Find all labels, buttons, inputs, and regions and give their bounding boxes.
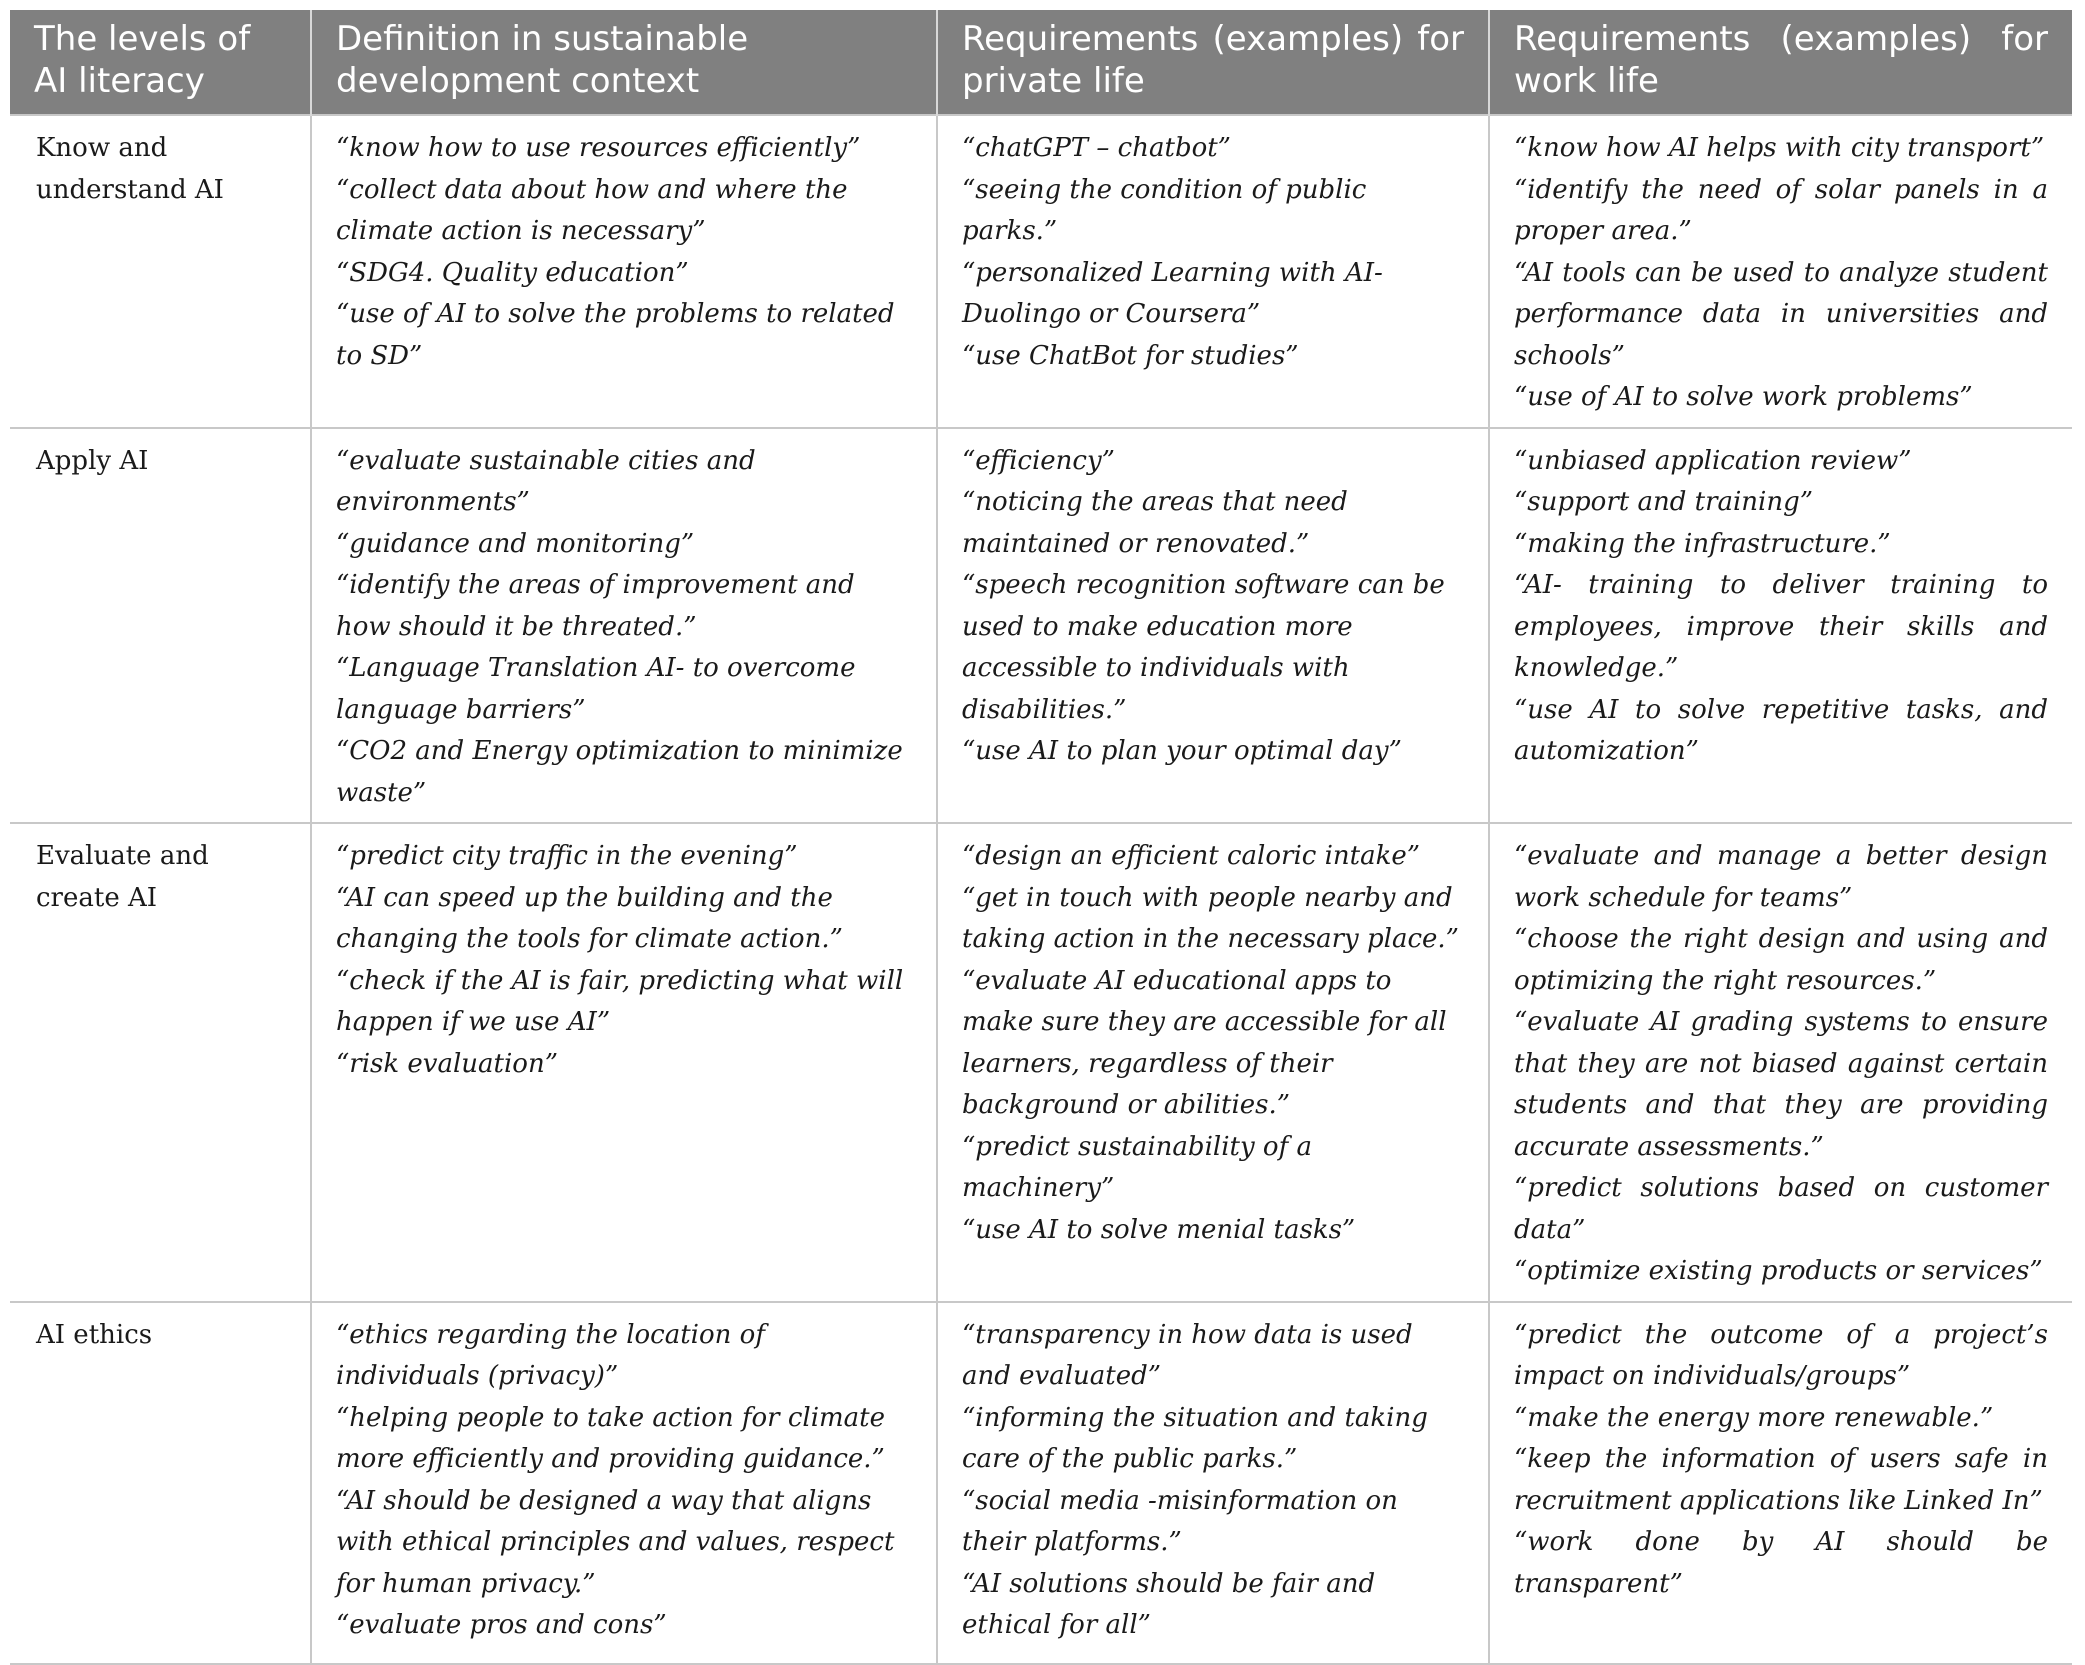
quote: “AI- training to deliver training to employees, improve their skills and knowledge.” (1514, 570, 2048, 683)
private-life-cell (937, 428, 1489, 824)
quote: “know how AI helps with city transport” (1514, 133, 2045, 163)
quote: “identify the areas of improvement and how should it be threated.” (336, 570, 855, 642)
quote: “Language Translation AI- to overcome language barriers” (336, 653, 856, 725)
header-private-life: Requirements (examples) for private life (937, 10, 1489, 115)
quote: “evaluate and manage a better design work schedule for teams” (1514, 841, 2048, 913)
quote: “predict sustainability of a machinery” (962, 1131, 1312, 1203)
level-cell: Apply AI (10, 428, 311, 824)
level-cell: AI ethics (10, 1302, 311, 1664)
private-life-cell (937, 115, 1489, 428)
quote: “design an efficient caloric intake” (962, 841, 1421, 871)
quote: “optimize existing products or services” (1514, 1256, 2043, 1286)
table-body (10, 115, 2072, 1664)
quote: “use of AI to solve the problems to related to SD” (336, 299, 895, 371)
quote: “use AI to solve menial tasks” (962, 1214, 1356, 1245)
quote: “making the infrastructure.” (1514, 528, 1891, 559)
quote: “evaluate AI educational apps to make sure they are accessible for all learners, regardless of their background or abilities.” (962, 965, 1447, 1120)
header-levels: The levels of AI literacy (10, 10, 311, 115)
quote: “keep the information of users safe in recruitment applications like Linked In” (1514, 1444, 2048, 1516)
quote: “make the energy more renewable.” (1514, 1402, 1994, 1433)
quote: “speech recognition software can be used to make education more accessible to individuals with disabilities.” (962, 570, 1445, 725)
definition-cell (311, 115, 937, 428)
quote: “SDG4. Quality education” (336, 257, 689, 288)
quote: “seeing the condition of public parks.” (962, 174, 1367, 246)
quote: “transparency in how data is used and evaluated” (962, 1319, 1413, 1391)
quote: “guidance and monitoring” (336, 528, 695, 559)
table-row (10, 823, 2072, 1302)
quote: “collect data about how and where the climate action is necessary” (336, 174, 848, 246)
quote: “use ChatBot for studies” (962, 340, 1299, 371)
quote: “predict the outcome of a project’s impact on individuals/groups” (1514, 1319, 2048, 1391)
quote: “know how to use resources efficiently” (336, 133, 861, 163)
quote: “support and training” (1514, 487, 1814, 517)
quote: “work done by AI should be transparent” (1514, 1527, 2048, 1599)
quote: “social media -misinformation on their platforms.” (962, 1485, 1398, 1557)
header-work-life: Requirements (examples) for work life (1489, 10, 2072, 115)
private-life-cell (937, 1302, 1489, 1664)
header-row (10, 10, 2072, 115)
ai-literacy-table-container (10, 10, 2072, 1665)
table-row (10, 115, 2072, 428)
private-life-cell (937, 823, 1489, 1302)
quote: “informing the situation and taking care of the public parks.” (962, 1402, 1428, 1474)
quote: “CO2 and Energy optimization to minimize waste” (336, 736, 903, 808)
quote: “use of AI to solve work problems” (1514, 382, 1973, 412)
work-life-cell (1489, 428, 2072, 824)
quote: “AI should be designed a way that aligns with ethical principles and values, respect for human privacy.” (336, 1485, 895, 1599)
quote: “helping people to take action for climate more efficiently and providing guidance.” (336, 1402, 886, 1474)
quote: “use AI to solve repetitive tasks, and automization” (1514, 694, 2048, 766)
table-row (10, 1302, 2072, 1664)
header-definition: Definition in sustainable development context (311, 10, 937, 115)
level-cell: Know and understand AI (10, 115, 311, 428)
quote: “AI solutions should be fair and ethical for all” (962, 1568, 1376, 1640)
definition-cell (311, 428, 937, 824)
quote: “evaluate AI grading systems to ensure that they are not biased against certain students and that they are providing accurate assessments.” (1514, 1007, 2048, 1162)
table-header (10, 10, 2072, 115)
quote: “evaluate sustainable cities and environments” (336, 445, 756, 517)
quote: “ethics regarding the location of individuals (privacy)” (336, 1319, 765, 1391)
quote: “predict solutions based on customer data” (1514, 1173, 2048, 1245)
quote: “evaluate pros and cons” (336, 1610, 667, 1640)
quote: “AI tools can be used to analyze student performance data in universities and schools” (1514, 257, 2048, 371)
quote: “risk evaluation” (336, 1048, 558, 1079)
quote: “noticing the areas that need maintained or renovated.” (962, 487, 1348, 559)
level-cell: Evaluate and create AI (10, 823, 311, 1302)
quote: “chatGPT – chatbot” (962, 133, 1231, 163)
ai-literacy-table (10, 10, 2072, 1665)
quote: “identify the need of solar panels in a proper area.” (1514, 174, 2048, 246)
table-row (10, 428, 2072, 824)
quote: “efficiency” (962, 445, 1115, 476)
definition-cell (311, 1302, 937, 1664)
quote: “check if the AI is fair, predicting what will happen if we use AI” (336, 965, 904, 1037)
work-life-cell (1489, 823, 2072, 1302)
quote: “choose the right design and using and optimizing the right resources.” (1514, 924, 2048, 996)
quote: “predict city traffic in the evening” (336, 841, 798, 871)
quote: “use AI to plan your optimal day” (962, 736, 1402, 766)
quote: “get in touch with people nearby and taking action in the necessary place.” (962, 882, 1459, 954)
work-life-cell (1489, 115, 2072, 428)
quote: “personalized Learning with AI- Duolingo or Coursera” (962, 257, 1383, 329)
definition-cell (311, 823, 937, 1302)
quote: “AI can speed up the building and the changing the tools for climate action.” (336, 882, 843, 954)
work-life-cell (1489, 1302, 2072, 1664)
quote: “unbiased application review” (1514, 445, 1912, 476)
